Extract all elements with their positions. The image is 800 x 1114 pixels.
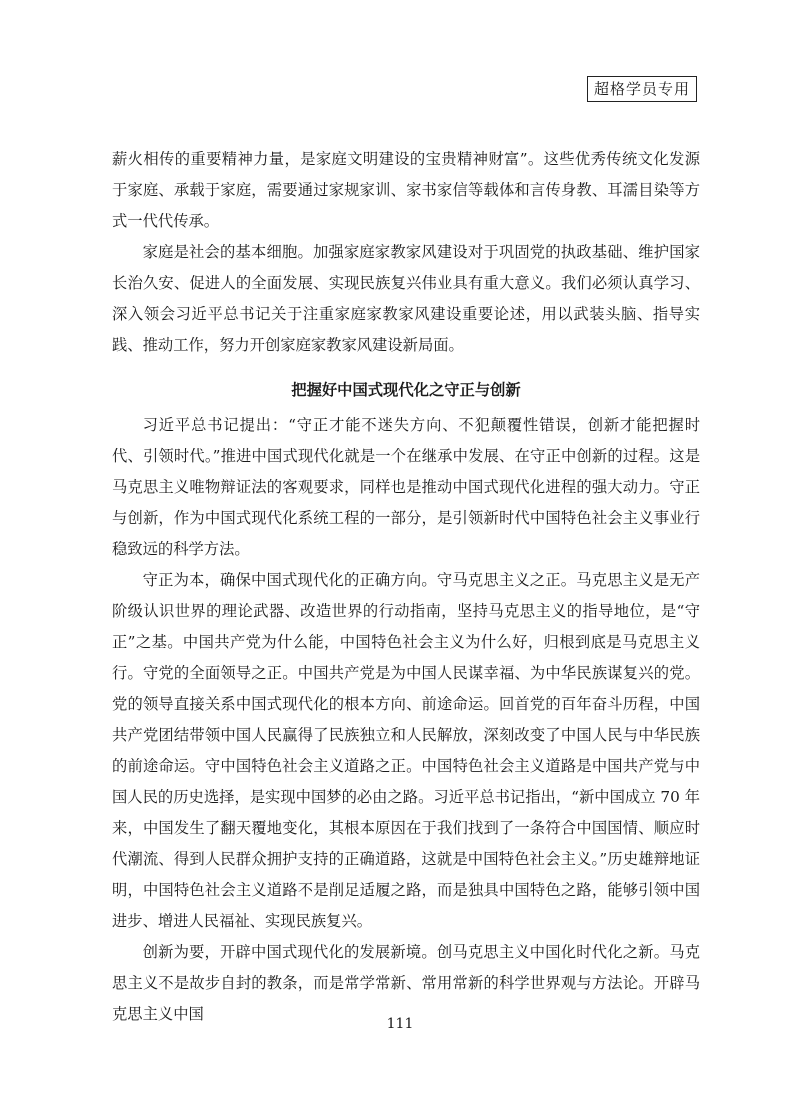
paragraph: 守正为本，确保中国式现代化的正确方向。守马克思主义之正。马克思主义是无产阶级认识世界的理论武器、改造世界的行动指南，坚持马克思主义的指导地位，是“守正”之基。中国共产党为什么能，中国特色社会主义为什么好，归根到底是马克思主义行。守党的全面领导之正。中国共产党是为中国人民谋幸福、为中华民族谋复兴的党。党的领导直接关系中国式现代化的根本方向、前途命运。回首党的百年奋斗历程，中国共产党团结带领中国人民赢得了民族独立和人民解放，深刻改变了中国人民与中华民族的前途命运。守中国特色社会主义道路之正。中国特色社会主义道路是中国共产党与中国人民的历史选择，是实现中国梦的必由之路。习近平总书记指出，“新中国成立 70 年来，中国发生了翻天覆地变化，其根本原因在于我们找到了一条符合中国国情、顺应时代潮流、得到人民群众拥护支持的正确道路，这就是中国特色社会主义。”历史雄辩地证明，中国特色社会主义道路不是削足适履之路，而是独具中国特色之路，能够引领中国进步、增进人民福祉、实现民族复兴。 xyxy=(112,571,700,930)
paragraph: 创新为要，开辟中国式现代化的发展新境。创马克思主义中国化时代化之新。马克思主义不是故步自封的教条，而是常学常新、常用常新的科学世界观与方法论。开辟马克思主义中国 xyxy=(112,943,700,1023)
paragraph-continued: 薪火相传的重要精神力量，是家庭文明建设的宝贵精神财富”。这些优秀传统文化发源于家庭、承载于家庭，需要通过家规家训、家书家信等载体和言传身教、耳濡目染等方式一代代传承。 xyxy=(112,150,700,230)
page-number: 111 xyxy=(386,1016,414,1032)
document-body xyxy=(112,144,700,1030)
watermark-badge: 超格学员专用 xyxy=(587,76,697,102)
paragraph: 家庭是社会的基本细胞。加强家庭家教家风建设对于巩固党的执政基础、维护国家长治久安、促进人的全面发展、实现民族复兴伟业具有重大意义。我们必须认真学习、深入领会习近平总书记关于注重家庭家教家风建设重要论述，用以武装头脑、指导实践、推动工作，努力开创家庭家教家风建设新局面。 xyxy=(112,243,700,354)
paragraph: 习近平总书记提出：“守正才能不迷失方向、不犯颠覆性错误，创新才能把握时代、引领时代。”推进中国式现代化就是一个在继承中发展、在守正中创新的过程。这是马克思主义唯物辩证法的客观要求，同样也是推动中国式现代化进程的强大动力。守正与创新，作为中国式现代化系统工程的一部分，是引领新时代中国特色社会主义事业行稳致远的科学方法。 xyxy=(112,416,700,558)
section-heading: 把握好中国式现代化之守正与创新 xyxy=(291,381,521,399)
